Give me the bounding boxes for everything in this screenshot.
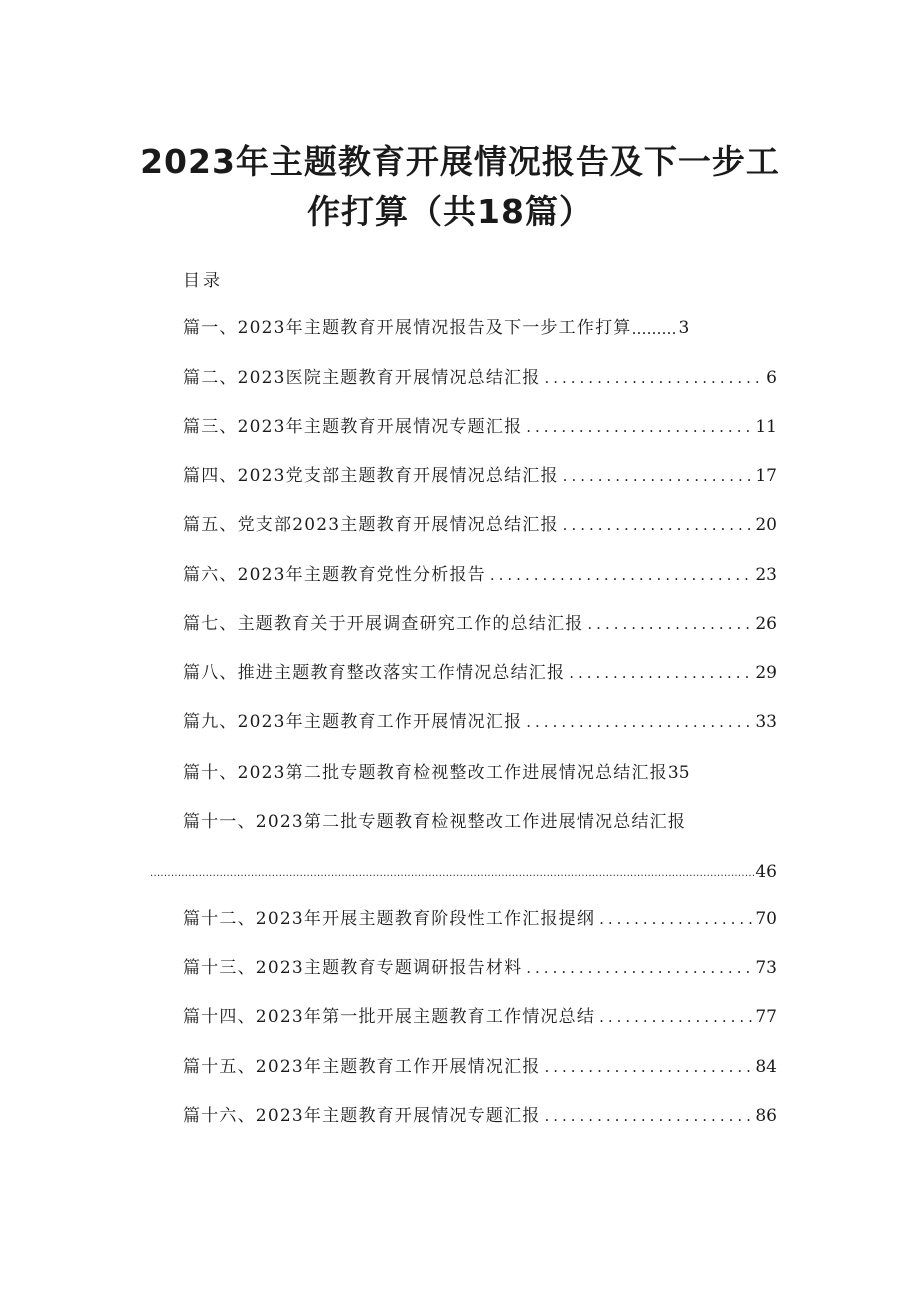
- toc-entry-5[interactable]: [183, 511, 777, 535]
- toc-entry-page: 86: [755, 1106, 777, 1126]
- toc-entry-4[interactable]: [183, 462, 777, 486]
- toc-leader-dots: [559, 466, 754, 486]
- toc-entry-9[interactable]: [183, 708, 777, 732]
- toc-entry-page: 29: [755, 663, 777, 683]
- toc-entry-page: 84: [755, 1057, 777, 1077]
- toc-entry-label: 篇四、2023党支部主题教育开展情况总结汇报: [183, 466, 559, 486]
- toc-leader-dots: [595, 909, 753, 929]
- toc-leader-dots: [559, 515, 754, 535]
- toc-entry-label: 篇十五、2023年主题教育工作开展情况汇报: [183, 1057, 541, 1077]
- toc-entry-label: 篇六、2023年主题教育党性分析报告: [183, 565, 486, 585]
- toc-entry-page: 77: [755, 1007, 777, 1027]
- toc-entry-12[interactable]: [183, 905, 777, 929]
- toc-leader-dots: [540, 1057, 753, 1077]
- toc-entry-13[interactable]: [183, 954, 777, 978]
- document-title-line-1: 2023年主题教育开展情况报告及下一步工: [140, 142, 780, 181]
- toc-entry-label: 篇二、2023医院主题教育开展情况总结汇报: [183, 368, 541, 388]
- toc-entry-page: 17: [755, 466, 777, 486]
- toc-entry-label: 篇三、2023年主题教育开展情况专题汇报: [183, 417, 523, 437]
- toc-entry-label: 篇十四、2023年第一批开展主题教育工作情况总结: [183, 1007, 596, 1027]
- toc-entry-label: 篇五、党支部2023主题教育开展情况总结汇报: [183, 515, 559, 535]
- toc-entry-page: 46: [755, 862, 777, 882]
- toc-entry-label: 篇十一、2023第二批专题教育检视整改工作进展情况总结汇报: [183, 812, 687, 832]
- toc-entry-label: 篇十二、2023年开展主题教育阶段性工作汇报提纲: [183, 909, 596, 929]
- toc-entry-label: 篇一、2023年主题教育开展情况报告及下一步工作打算: [183, 318, 632, 338]
- toc-entry-page: 20: [755, 515, 777, 535]
- toc-leader-dots: [565, 663, 753, 683]
- toc-entry-6[interactable]: [183, 561, 777, 585]
- toc-entry-14[interactable]: [183, 1003, 777, 1027]
- toc-entry-7[interactable]: [183, 610, 777, 634]
- toc-leader-dots: [522, 417, 753, 437]
- toc-entry-page: 35: [667, 763, 690, 783]
- toc-leader-dots: [540, 368, 764, 388]
- toc-entry-ellipsis: ………: [631, 320, 677, 338]
- toc-leader-dots: [595, 1007, 753, 1027]
- toc-leader-dots: [522, 958, 753, 978]
- toc-entry-page: 6: [766, 368, 777, 388]
- toc-entry-3[interactable]: [183, 413, 777, 437]
- toc-entry-2[interactable]: [183, 364, 777, 388]
- toc-entry-page: 3: [678, 318, 690, 338]
- toc-leader-dots: [522, 712, 753, 732]
- toc-entry-page: 26: [755, 614, 777, 634]
- toc-entry-label: 篇十六、2023年主题教育开展情况专题汇报: [183, 1106, 541, 1126]
- document-title-line-2: 作打算（共18篇）: [307, 192, 593, 231]
- toc-entry-label: 篇十三、2023主题教育专题调研报告材料: [183, 958, 523, 978]
- toc-entry-page: 11: [755, 417, 777, 437]
- toc-entry-page: 23: [755, 565, 777, 585]
- toc-entry-11[interactable]: [183, 808, 777, 832]
- toc-entry-11-continuation[interactable]: [150, 858, 777, 882]
- toc-leader-dots: [150, 866, 755, 882]
- toc-entry-page: 33: [755, 712, 777, 732]
- toc-entry-16[interactable]: [183, 1102, 777, 1126]
- toc-entry-15[interactable]: [183, 1053, 777, 1077]
- toc-entry-page: 73: [755, 958, 777, 978]
- toc-entry-1[interactable]: [183, 314, 777, 338]
- toc-leader-dots: [540, 1106, 753, 1126]
- toc-entry-10[interactable]: [183, 759, 777, 783]
- toc-entry-label: 篇七、主题教育关于开展调查研究工作的总结汇报: [183, 614, 584, 634]
- toc-entry-label: 篇八、推进主题教育整改落实工作情况总结汇报: [183, 663, 566, 683]
- toc-entry-page: 70: [755, 909, 777, 929]
- toc-leader-dots: [486, 565, 753, 585]
- toc-entry-label: 篇十、2023第二批专题教育检视整改工作进展情况总结汇报: [183, 763, 668, 783]
- toc-leader-dots: [583, 614, 753, 634]
- toc-entry-8[interactable]: [183, 659, 777, 683]
- toc-heading: 目录: [183, 271, 223, 291]
- toc-entry-label: 篇九、2023年主题教育工作开展情况汇报: [183, 712, 523, 732]
